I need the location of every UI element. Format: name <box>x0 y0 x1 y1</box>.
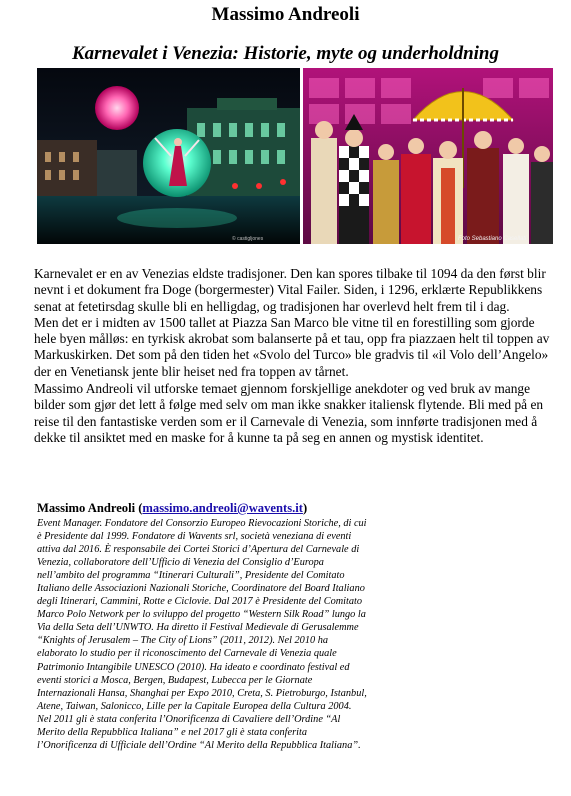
history-paragraph: Karnevalet er en av Venezias eldste tradisjoner. Den kan spores tilbake til 1094 da den først blir nevnt i et dokument fra Doge (borgermester) Vital Failer. Siden, i 1296, erklærte Republikkens senat at fetetirsdag skulle bli en helligdag, og tradisjonen har overlevd helt frem til i dag. <box>34 266 546 314</box>
bio-career-text: Event Manager. Fondatore del Consorzio Europeo Rievocazioni Storiche, di cui è Presidente dal 1999. Fondatore di Wavents srl, società veneziana di eventi attiva dal 2016. È responsabile dei Cortei Storici d’Apertura del Carnevale di Venezia, collaboratore dell’Ufficio di Venezia del Consiglio d’Europa nell’ambito del programma “Itinerari Culturali”, Presidente del Comitato Italiano delle Associazioni Nazionali Storiche, Coordinatore del Board Italiano degli Itinerari, Cammini, Rotte e Ciclovie. Dal 2017 è Presidente del Comitato Marco Polo Network per lo sviluppo del progetto “Western Silk Road” lungo la Via della Seta dell’UNWTO. Ha diretto il Festival Medievale di Gerusalemme “Knights of Jerusalem – The City of Lions” (2011, 2012). Nel 2010 ha elaborato lo studio per il riconoscimento del Carnevale di Venezia quale Patrimonio Intangibile UNESCO (2010). Ha ideato e coordinato festival ed eventi storici a Mosca, Bergen, Budapest, Lubecca per le Giornate Internazionali Hansa, Shanghai per Expo 2010, Creta, S. Pietroburgo, Istanbul, Atene, Taiwan, Salonicco, Lille per la Capitale Europea della Cultura 2004. <box>37 518 367 712</box>
bio-heading <box>37 501 367 516</box>
lecture-paragraph: Massimo Andreoli vil utforske temaet gjennom forskjellige anekdoter og ved bruk av mange bilder som gjør det lett å følge med selv om man ikke snakker italiensk flytende. Bli med på en reise til den fantastiske verden som er il Carnevale di Venezia, som innførte tradisjonen med å dekke til ansiktet med en maske for å kunne ta på seg en annen og mystisk identitet. <box>34 381 544 445</box>
bio-text <box>37 517 367 752</box>
volo-paragraph: Men det er i midten av 1500 tallet at Piazza San Marco ble vitne til en forestilling som gjorde hele byen målløs: en tyrkisk akrobat som balanserte på et tau, opp fra piazzaen helt til toppen av Markuskirken. Det som på den tiden het «Svolo del Turco» ble gradvis til «il Volo dell’Angelo» der en Venetiansk jente blir heiset ned fra toppen av tårnet. <box>34 314 550 379</box>
carnival-parade-photo <box>303 68 553 244</box>
venice-night-photo <box>37 68 300 244</box>
intro-paragraph <box>34 266 556 380</box>
author-bio <box>37 501 367 752</box>
author-heading: Massimo Andreoli <box>211 4 360 25</box>
left-photo-credit: © castigljones <box>232 236 264 242</box>
email-link[interactable]: massimo.andreoli@wavents.it <box>142 501 303 515</box>
bio-name: Massimo Andreoli <box>37 501 136 515</box>
bio-honors-text: Nel 2011 gli è stata conferita l’Onorificenza di Cavaliere dell’Ordine “Al Merito della Repubblica Italiana” e nel 2017 gli è stata conferita l’Onorificenza di Ufficiale dell’Ordine “Al Merito della Repubblica Italiana”. <box>37 713 361 751</box>
right-photo-credit: Foto Sebastiano Casellati <box>458 236 527 242</box>
page-title: Karnevalet i Venezia: Historie, myte og underholdning <box>72 43 499 64</box>
bio-open-paren: ( <box>135 501 143 515</box>
bio-close-paren: ) <box>302 501 308 515</box>
